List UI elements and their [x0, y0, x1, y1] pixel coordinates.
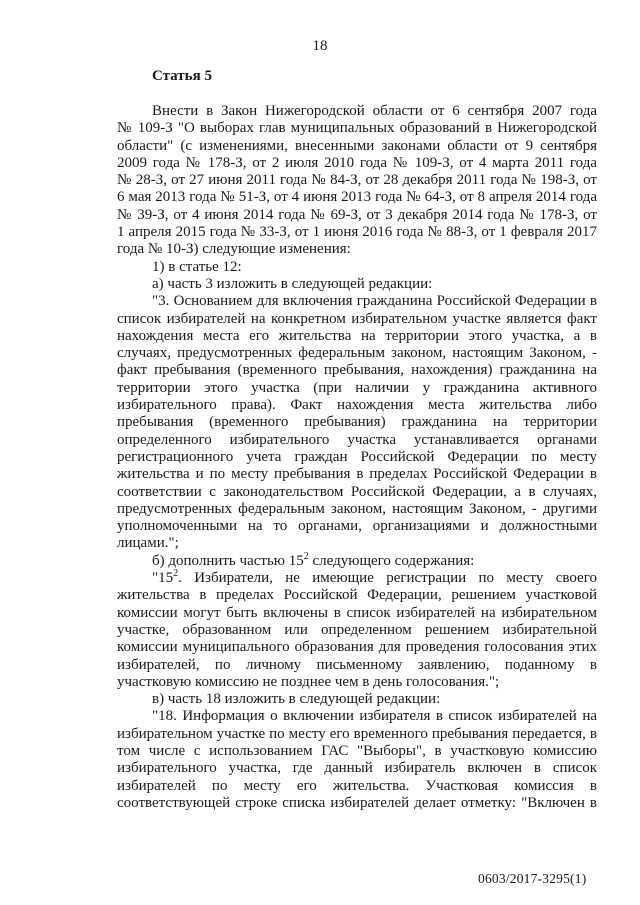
text-line-content: определенного избирательного участка устанавливается органами — [117, 431, 597, 448]
text-line-content: жительства и по месту пребывания в пределах Российской Федерации в — [117, 466, 597, 483]
text-line — [117, 639, 597, 656]
text-line-content: 6 мая 2013 года № 51-З, от 4 июня 2013 года № 64-З, от 8 апреля 2014 года — [117, 189, 597, 206]
text-line-content: случаях, предусмотренных федеральным законом, настоящим Законом, - — [117, 345, 597, 362]
text-line-content: года № 10-З) следующие изменения: — [117, 241, 351, 258]
text-line-content: № 28-З, от 27 июня 2011 года № 84-З, от 28 декабря 2011 года № 198-З, от — [117, 172, 597, 189]
text-line-content: области" (с изменениями, внесенными законами области от 9 сентября — [117, 137, 597, 154]
text-line — [117, 570, 597, 587]
text-line-content: избирателей по месту его жительства. Участковая комиссия в — [117, 777, 597, 794]
text-line — [117, 743, 597, 760]
text-line-content: "15 — [152, 570, 174, 587]
text-line — [117, 224, 597, 241]
document-code: 0603/2017-3295(1) — [478, 871, 587, 886]
text-line — [117, 259, 597, 276]
text-line — [117, 535, 597, 552]
text-line — [117, 138, 597, 155]
text-line — [117, 587, 597, 604]
text-line-content: 2009 года № 178-З, от 2 июля 2010 года № 109-З, от 4 марта 2011 года — [117, 154, 597, 171]
text-line-content: а) часть 3 изложить в следующей редакции: — [152, 275, 433, 292]
text-line-content: соответствии с законодательством Российской Федерации, а в случаях, — [117, 483, 597, 500]
text-line-content: "3. Основанием для включения гражданина Российской Федерации в — [152, 293, 597, 310]
text-line-content: Внести в Закон Нижегородской области от 6 сентября 2007 года — [152, 103, 597, 119]
article-title: Статья 5 — [152, 68, 212, 84]
text-line-content: избирателей, по личному письменному заявлению, поданному в — [117, 656, 597, 673]
text-line-content: б) дополнить частью 15 — [152, 552, 304, 569]
text-line-content: избирательном участке по месту его временного пребывания передается, в — [117, 725, 597, 742]
text-line — [117, 120, 597, 137]
text-line — [117, 397, 597, 414]
text-line-content: избирательного участка, где данный избиратель включен в список — [117, 760, 597, 777]
text-line-content: 1) в статье 12: — [152, 258, 242, 275]
text-line-content: нахождения места его жительства на территории этого участка, а в — [117, 327, 597, 344]
text-line-content: том числе с использованием ГАС "Выборы", в участковую комиссию — [117, 742, 597, 759]
text-line — [117, 328, 597, 345]
superscript: 2 — [173, 568, 179, 580]
text-line-content: № 109-З "О выборах глав муниципальных образований в Нижегородской — [117, 120, 597, 137]
text-line-content: участковую комиссию не позднее чем в день голосования."; — [117, 673, 500, 690]
text-line — [117, 155, 597, 172]
text-line-content: регистрационного учета граждан Российской Федерации по месту — [117, 448, 597, 465]
text-line — [117, 708, 597, 725]
text-line — [117, 605, 597, 622]
text-line — [117, 760, 597, 777]
text-line — [117, 501, 597, 518]
text-line-content: уполномоченными на то органами, организациями и должностными — [117, 518, 597, 535]
text-line — [117, 449, 597, 466]
text-line-content: факт пребывания (временного пребывания, нахождения) гражданина на — [117, 362, 597, 379]
text-line-content: комиссии могут быть включены в список избирателей на избирательном — [117, 604, 597, 621]
text-line-content: в) часть 18 изложить в следующей редакции: — [152, 691, 441, 708]
text-line — [117, 795, 597, 812]
text-line-content: № 39-З, от 4 июня 2014 года № 69-З, от 3 декабря 2014 года № 178-З, от — [117, 206, 597, 223]
text-line-content: территории этого участка (при наличии у гражданина активного — [117, 379, 597, 396]
text-line — [117, 674, 597, 691]
text-line-content: список избирателей на конкретном избирательном участке является факт — [117, 310, 597, 327]
page-number: 18 — [312, 38, 328, 54]
text-line-content: комиссии муниципального образования для проведения голосования этих — [117, 639, 597, 656]
text-line — [117, 518, 597, 535]
text-line — [117, 657, 597, 674]
text-line-content: участке, образованном или определенном решением избирательной — [117, 621, 597, 638]
text-line — [117, 276, 597, 293]
text-line — [117, 550, 597, 570]
text-line — [117, 293, 597, 310]
text-line-content: соответствующей строке списка избирателей делает отметку: "Включен в — [117, 794, 597, 811]
text-line — [117, 414, 597, 431]
text-line — [117, 466, 597, 483]
text-line-content: 1 апреля 2015 года № 33-З, от 1 июня 2016 года № 88-З, от 1 февраля 2017 — [117, 224, 597, 241]
text-line — [117, 622, 597, 639]
text-line — [117, 484, 597, 501]
text-line — [117, 189, 597, 206]
text-line — [117, 778, 597, 795]
text-line — [117, 172, 597, 189]
text-line — [117, 207, 597, 224]
text-line — [117, 432, 597, 449]
text-line — [117, 345, 597, 362]
article-body — [117, 103, 597, 812]
text-line-content: "18. Информация о включении избирателя в список избирателей на — [152, 708, 597, 725]
text-line-content: пребывания (временного пребывания) гражданина на территории — [117, 414, 597, 431]
text-line-content: избирательного права). Факт нахождения места жительства либо — [117, 397, 597, 414]
text-line — [117, 380, 597, 397]
text-line — [117, 362, 597, 379]
text-line — [117, 311, 597, 328]
text-line-continuation: следующего содержания: — [308, 552, 475, 569]
text-line — [117, 691, 597, 708]
text-line-content: лицами."; — [117, 535, 179, 552]
superscript: 2 — [303, 550, 309, 562]
text-line-content: предусмотренных федеральным законом, настоящим Законом, - другими — [117, 500, 597, 517]
text-line-content: жительства в пределах Российской Федерации, решением участковой — [117, 587, 597, 604]
text-line-continuation: . Избиратели, не имеющие регистрации по месту своего — [178, 570, 597, 587]
text-line — [117, 103, 597, 120]
text-line — [117, 241, 597, 258]
text-line — [117, 726, 597, 743]
